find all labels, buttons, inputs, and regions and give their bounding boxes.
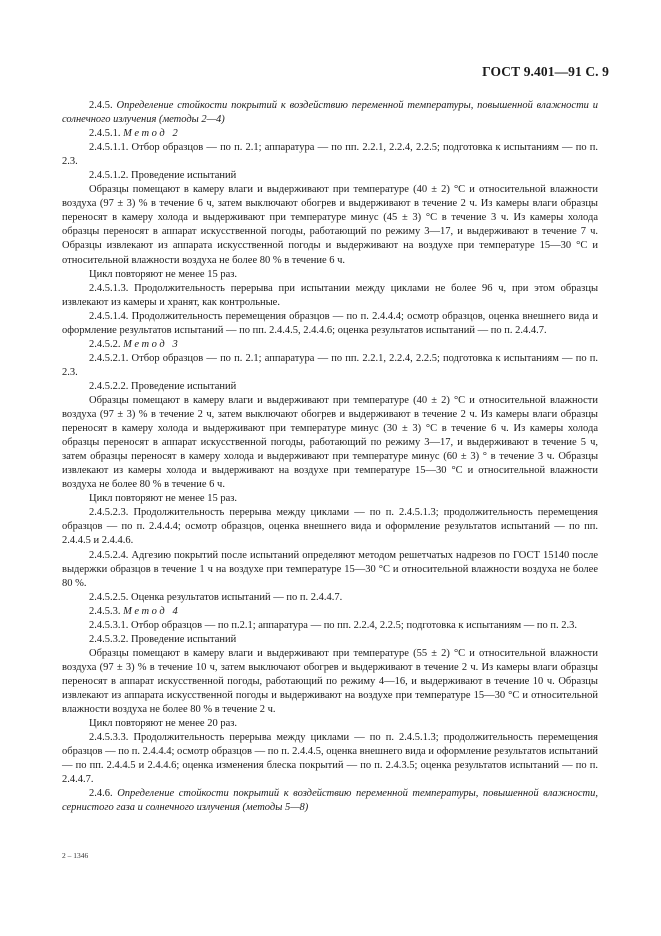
method-heading-4: [62, 605, 598, 619]
page-header: ГОСТ 9.401—91 С. 9: [482, 64, 609, 79]
section-number: 2.4.5.1.: [89, 128, 121, 140]
paragraph: Цикл повторяют не менее 15 раз.: [89, 493, 238, 505]
method-heading-3: [62, 338, 598, 352]
paragraph: Образцы помещают в камеру влаги и выдерживают при температуре (40 ± 2) °С и относительной влажности воздуха (97 ± 3) % в течение 2 ч, затем выключают обогрев и выдерживают в течение 2 ч. Из камеры влаги образцы переносят в камеру холода и выдерживают при температуре минус (30 ± 3) °С в течение 6 ч. Из камеры холода образцы переносят в аппарат искусственной погоды, работающий по режиму 3—17, и выдерживают в течение 5 ч, затем образцы переносят в камеру холода и выдерживают при температуре минус (60 ± 3) ° в течение 3 ч. Образцы извлекают из камеры холода и выдерживают на воздухе при температуре 15—30 °С и относительной влажности воздуха не более 80 % в течение 6 ч.: [62, 394, 598, 491]
section-heading-2-4-5: [62, 99, 598, 127]
section-title: Определение стойкости покрытий к воздействию переменной температуры, повышенной влажности, сернистого газа и солнечного излучения (методы 5—8): [62, 788, 599, 814]
paragraph: 2.4.5.3.2. Проведение испытаний: [89, 633, 237, 645]
method-title: Метод 2: [123, 128, 181, 140]
method-title: Метод 4: [123, 605, 181, 617]
document-body: [62, 99, 598, 815]
paragraph: Цикл повторяют не менее 20 раз.: [89, 718, 238, 730]
section-number: 2.4.6.: [89, 788, 113, 800]
paragraph: Образцы помещают в камеру влаги и выдерживают при температуре (55 ± 2) °С и относительной влажности воздуха (97 ± 3) % в течение 10 ч, затем выключают обогрев и выдерживают в течение 2 ч. Из камеры влаги образцы переносят в аппарат искусственной погоды, работающий по режиму 4—16, и выдерживают в течение 10 ч. Образцы извлекают из аппарата искусственной погоды и выдерживают на воздухе при температуре 15—30 °С и относительной влажности воздуха не более 80 % в течение 2 ч.: [62, 647, 598, 716]
paragraph: 2.4.5.2.5. Оценка результатов испытаний — по п. 2.4.4.7.: [89, 591, 343, 603]
method-heading-2: [62, 127, 598, 141]
paragraph: 2.4.5.3.1. Отбор образцов — по п.2.1; аппаратура — по пп. 2.2.4, 2.2.5; подготовка к испытаниям — по п. 2.3.: [89, 619, 578, 631]
paragraph: 2.4.5.2.4. Адгезию покрытий после испытаний определяют методом решетчатых надрезов по ГОСТ 15140 после выдержки образцов в течение 1 ч на воздухе при температуре 15—30 °С и относительной влажности воздуха не более 80 %.: [62, 549, 598, 589]
paragraph: 2.4.5.1.2. Проведение испытаний: [89, 170, 237, 182]
paragraph: Образцы помещают в камеру влаги и выдерживают при температуре (40 ± 2) °С и относительной влажности воздуха (97 ± 3) % в течение 6 ч, затем выключают обогрев и выдерживают в течение 2 ч. Из камеры влаги образцы переносят в камеру холода и выдерживают при температуре минус (45 ± 3) °С в течение 3 ч. Из камеры холода образцы переносят в аппарат искусственной погоды, работающий по режиму 3—17, и выдерживают в течение 7 ч. Образцы извлекают из аппарата искусственной погоды и выдерживают на воздухе при температуре 15—30 °С и относительной влажности воздуха не более 80 % в течение 6 ч.: [62, 184, 598, 266]
paragraph: Цикл повторяют не менее 15 раз.: [89, 268, 238, 280]
method-title: Метод 3: [123, 338, 181, 350]
paragraph: 2.4.5.1.4. Продолжительность перемещения образцов — по п. 2.4.4.4; осмотр образцов, оценка внешнего вида и оформление результатов испытаний — по пп. 2.4.4.5, 2.4.4.6; оценка результатов испытаний — по п. 2.4.4.7.: [62, 310, 598, 336]
page-footer-mark: 2 – 1346: [62, 851, 89, 860]
paragraph: 2.4.5.3.3. Продолжительность перерыва между циклами — по п. 2.4.5.1.3; продолжительность перемещения образцов — по п. 2.4.4.4; осмотр образцов — по п. 2.4.4.5, оценка внешнего вида и оформление результатов испытаний — по пп. 2.4.4.5 и 2.4.4.6; оценка изменения блеска покрытий — по п. 2.4.3.5; оценка результатов испытаний — по п. 2.4.4.7.: [62, 732, 599, 786]
section-heading-2-4-6: [62, 787, 598, 815]
section-number: 2.4.5.3.: [89, 605, 121, 617]
section-title: Определение стойкости покрытий к воздействию переменной температуры, повышенной влажности и солнечного излучения (методы 2—4): [62, 100, 599, 126]
paragraph: 2.4.5.1.3. Продолжительность перерыва при испытании между циклами не более 96 ч, при этом образцы извлекают из камеры и хранят, как контрольные.: [62, 282, 598, 308]
paragraph: 2.4.5.2.3. Продолжительность перерыва между циклами — по п. 2.4.5.1.3; продолжительность перемещения образцов — по п. 2.4.4.4; осмотр образцов, оценка внешнего вида и оформление результатов испытаний — по пп. 2.4.4.5 и 2.4.4.6.: [62, 507, 598, 547]
section-number: 2.4.5.: [89, 100, 113, 111]
section-number: 2.4.5.2.: [89, 338, 121, 350]
paragraph: 2.4.5.2.2. Проведение испытаний: [89, 380, 237, 392]
paragraph: 2.4.5.1.1. Отбор образцов — по п. 2.1; аппаратура — по пп. 2.2.1, 2.2.4, 2.2.5; подготовка к испытаниям — по п. 2.3.: [62, 142, 598, 168]
paragraph: 2.4.5.2.1. Отбор образцов — по п. 2.1; аппаратура — по пп. 2.2.1, 2.2.4, 2.2.5; подготовка к испытаниям — по п. 2.3.: [62, 352, 598, 378]
